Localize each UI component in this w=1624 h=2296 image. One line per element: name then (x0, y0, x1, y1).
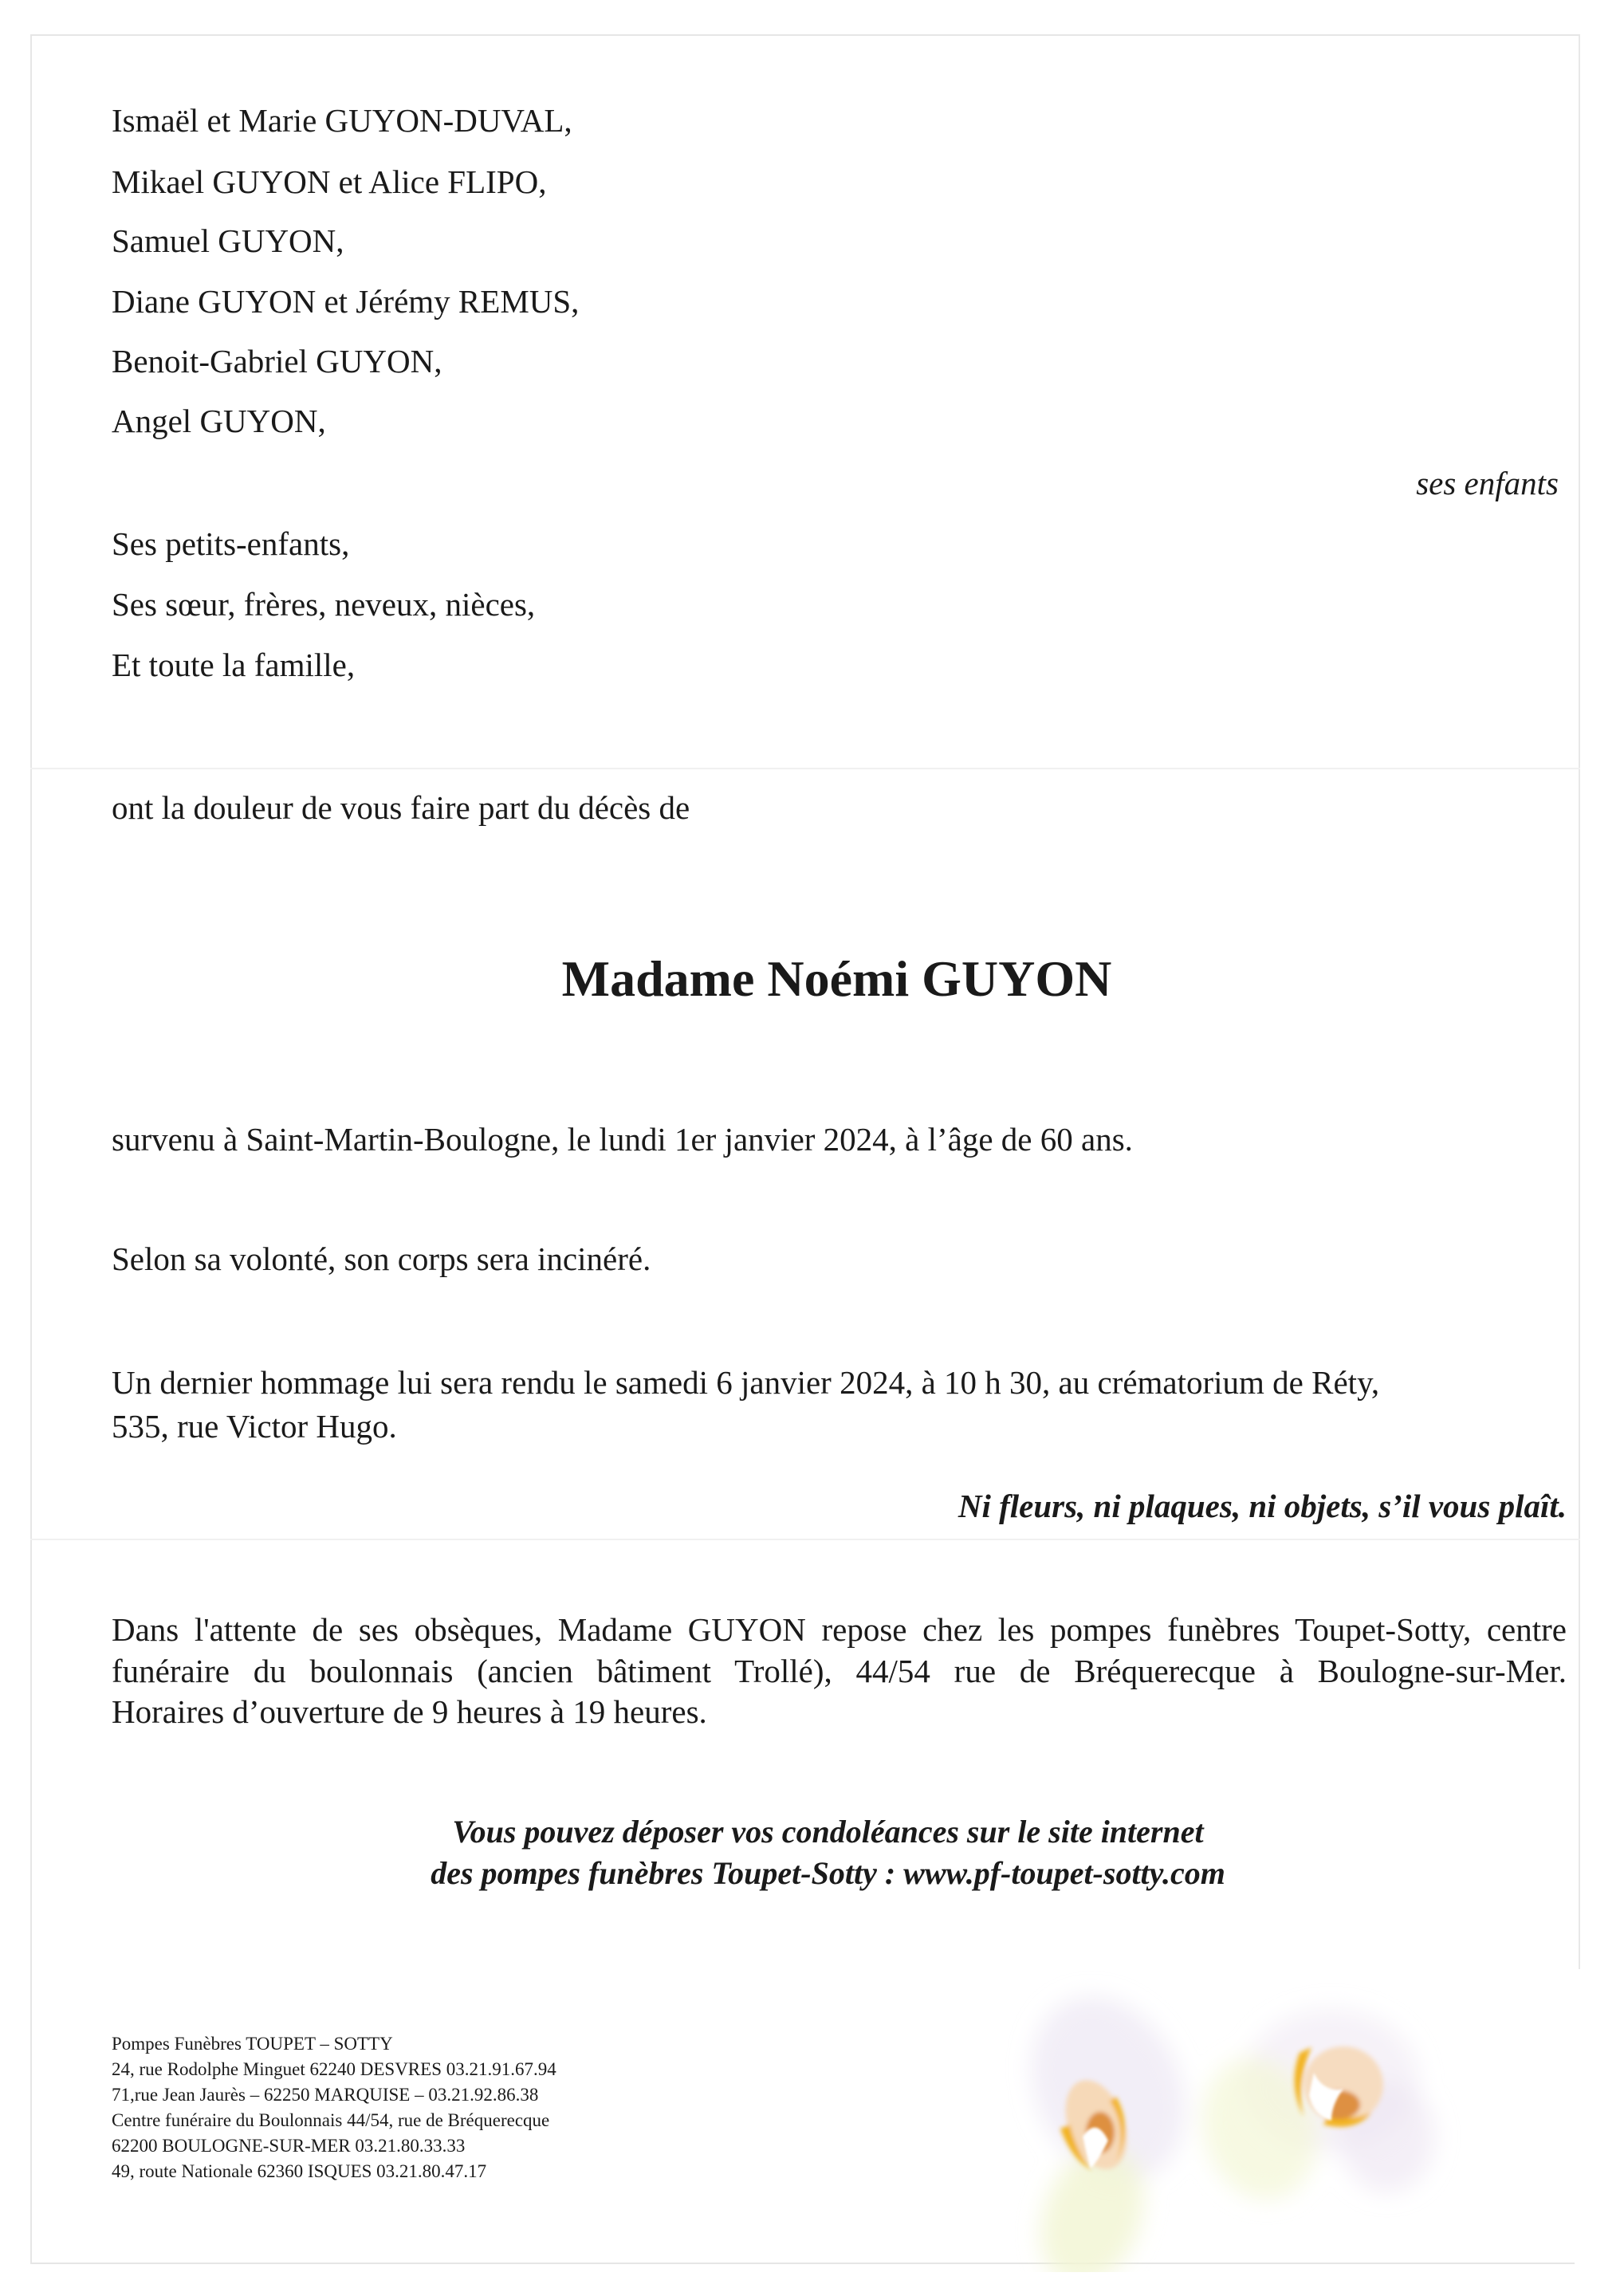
footer-line: 49, route Nationale 62360 ISQUES 03.21.80.47.17 (112, 2161, 487, 2181)
family-other: Ses petits-enfants, (112, 525, 350, 562)
footer-line: 62200 BOULOGNE-SUR-MER 03.21.80.33.33 (112, 2136, 466, 2156)
announcement-intro: ont la douleur de vous faire part du décès de (112, 789, 690, 826)
notice-line: Dans l'attente de ses obsèques, Madame GUYON repose chez les pompes funèbres Toupet-Sotty, centre (112, 1611, 1567, 1648)
deceased-name: Madame Noémi GUYON (561, 950, 1112, 1007)
family-member: Diane GUYON et Jérémy REMUS, (112, 283, 580, 320)
family-other: Ses sœur, frères, neveux, nièces, (112, 586, 536, 623)
cremation-info: Selon sa volonté, son corps sera incinéré. (112, 1240, 651, 1277)
no-flowers-note: Ni fleurs, ni plaques, ni objets, s’il vous plaît. (957, 1488, 1567, 1524)
notice-line: funéraire du boulonnais (ancien bâtiment Trollé), 44/54 rue de Bréquerecque à Boulogne-sur-Mer. (112, 1653, 1567, 1689)
children-label: ses enfants (1416, 465, 1559, 501)
footer-line: 24, rue Rodolphe Minguet 62240 DESVRES 03.21.91.67.94 (112, 2059, 556, 2079)
footer-line: Centre funéraire du Boulonnais 44/54, rue de Bréquerecque (112, 2110, 550, 2130)
condolences-website[interactable]: des pompes funèbres Toupet-Sotty : www.pf-toupet-sotty.com (431, 1855, 1225, 1891)
family-member: Ismaël et Marie GUYON-DUVAL, (112, 102, 572, 139)
orchid-image (997, 1953, 1595, 2272)
ceremony-info: Un dernier hommage lui sera rendu le samedi 6 janvier 2024, à 10 h 30, au crématorium de Réty, (112, 1364, 1380, 1401)
family-member: Mikael GUYON et Alice FLIPO, (112, 163, 547, 200)
notice-line: Horaires d’ouverture de 9 heures à 19 heures. (112, 1693, 707, 1730)
condolences-line: Vous pouvez déposer vos condoléances sur le site internet (452, 1814, 1204, 1850)
family-member: Benoit-Gabriel GUYON, (112, 343, 442, 379)
section-divider (30, 1539, 1580, 1540)
ceremony-address: 535, rue Victor Hugo. (112, 1408, 397, 1445)
death-info: survenu à Saint-Martin-Boulogne, le lundi 1er janvier 2024, à l’âge de 60 ans. (112, 1121, 1133, 1158)
family-member: Angel GUYON, (112, 403, 326, 439)
family-other: Et toute la famille, (112, 647, 356, 683)
footer-line: 71,rue Jean Jaurès – 62250 MARQUISE – 03.21.92.86.38 (112, 2085, 539, 2105)
footer-line: Pompes Funèbres TOUPET – SOTTY (112, 2034, 393, 2054)
family-member: Samuel GUYON, (112, 222, 344, 259)
section-divider (30, 768, 1580, 769)
